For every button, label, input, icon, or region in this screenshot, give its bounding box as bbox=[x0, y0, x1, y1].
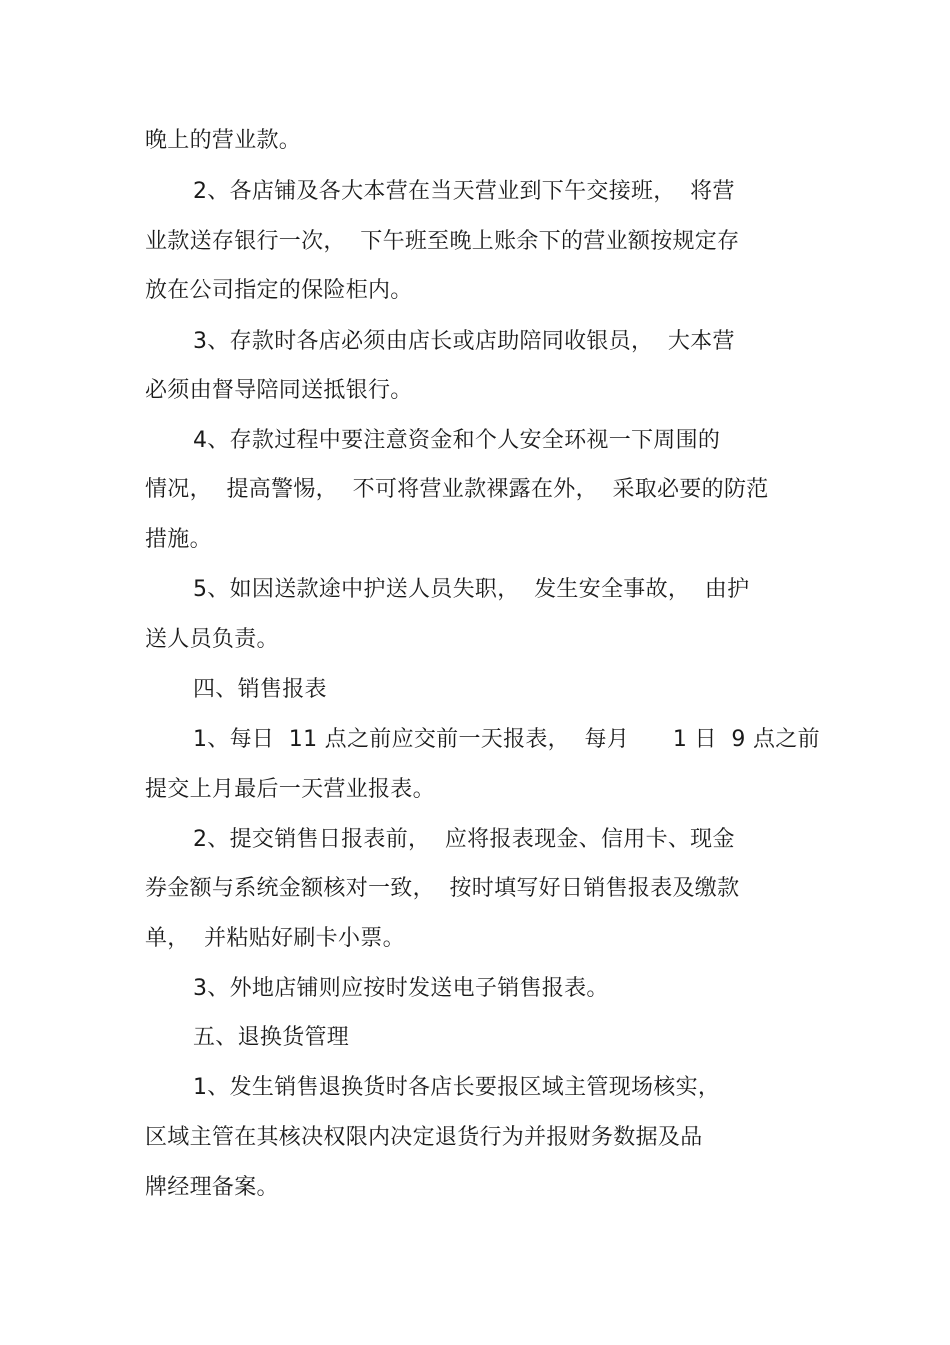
paragraph-line: 3、存款时各店必须由店长或店助陪同收银员， 大本营 bbox=[193, 329, 735, 354]
paragraph-line: 2、提交销售日报表前， 应将报表现金、信用卡、现金 bbox=[193, 827, 735, 852]
paragraph-line: 措施。 bbox=[145, 527, 212, 552]
section-heading: 四、销售报表 bbox=[193, 677, 327, 702]
paragraph-line: 单， 并粘贴好刷卡小票。 bbox=[145, 926, 405, 951]
paragraph-line: 放在公司指定的保险柜内。 bbox=[145, 278, 413, 303]
paragraph-line: 提交上月最后一天营业报表。 bbox=[145, 777, 435, 802]
paragraph-line: 1、发生销售退换货时各店长要报区域主管现场核实， bbox=[193, 1075, 721, 1100]
paragraph-line: 情况， 提高警惕， 不可将营业款裸露在外， 采取必要的防范 bbox=[145, 477, 769, 502]
paragraph-line: 牌经理备案。 bbox=[145, 1175, 279, 1200]
paragraph-line: 必须由督导陪同送抵银行。 bbox=[145, 378, 413, 403]
paragraph-line: 5、如因送款途中护送人员失职， 发生安全事故， 由护 bbox=[193, 577, 750, 602]
paragraph-line: 送人员负责。 bbox=[145, 627, 279, 652]
paragraph-line: 区域主管在其核决权限内决定退货行为并报财务数据及品 bbox=[145, 1125, 703, 1150]
paragraph-line: 2、各店铺及各大本营在当天营业到下午交接班， 将营 bbox=[193, 179, 735, 204]
paragraph-line: 4、存款过程中要注意资金和个人安全环视一下周围的 bbox=[193, 428, 721, 453]
section-heading: 五、退换货管理 bbox=[193, 1025, 350, 1050]
paragraph-line: 业款送存银行一次， 下午班至晚上账余下的营业额按规定存 bbox=[145, 229, 740, 254]
paragraph-line: 3、外地店铺则应按时发送电子销售报表。 bbox=[193, 976, 609, 1001]
paragraph-line: 晚上的营业款。 bbox=[145, 128, 302, 153]
paragraph-line: 券金额与系统金额核对一致， 按时填写好日销售报表及缴款 bbox=[145, 876, 740, 901]
paragraph-line: 1、每日 11 点之前应交前一天报表， 每月 1 日 9 点之前 bbox=[193, 727, 820, 752]
